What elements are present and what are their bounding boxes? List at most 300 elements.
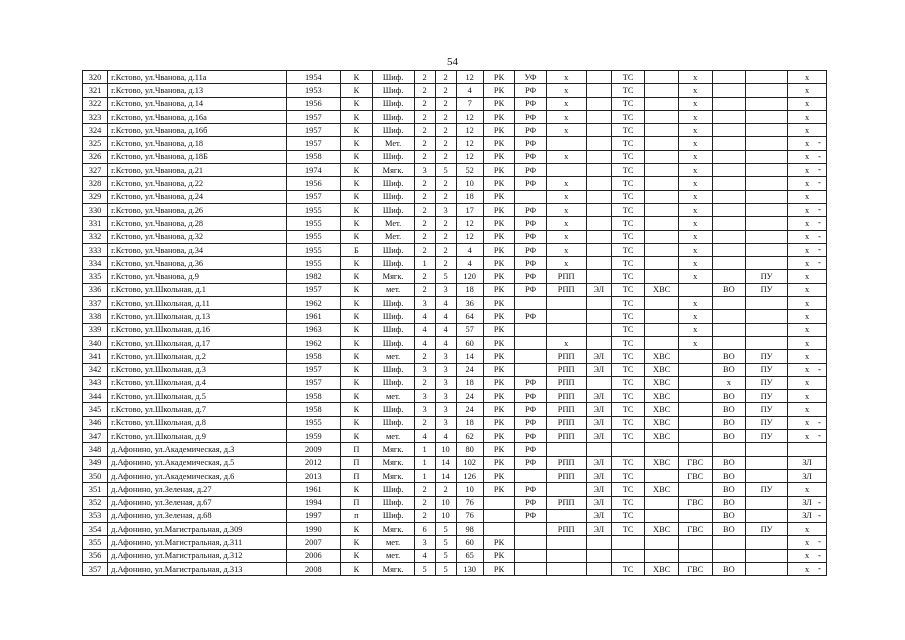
cell-col-vo bbox=[712, 203, 746, 216]
cell-row-number: 350 bbox=[83, 469, 108, 482]
cell-year: 1957 bbox=[286, 137, 341, 150]
cell-col-vo bbox=[712, 97, 746, 110]
cell-col-rpp bbox=[546, 443, 586, 456]
cell-col-el bbox=[586, 71, 611, 84]
cell-roof-type: Шиф. bbox=[372, 110, 414, 123]
cell-roof-type: Мет. bbox=[372, 137, 414, 150]
cell-roof-type: Мягк. bbox=[372, 270, 414, 283]
cell-col-vo bbox=[712, 217, 746, 230]
cell-col-ts: ТС bbox=[611, 323, 645, 336]
cell-wall-material: П bbox=[341, 496, 372, 509]
cell-row-number: 321 bbox=[83, 84, 108, 97]
cell-col-gvs: х bbox=[678, 110, 712, 123]
table-row bbox=[83, 350, 827, 363]
cell-wall-material: К bbox=[341, 270, 372, 283]
cell-col-last: ЗЛ bbox=[788, 469, 827, 482]
cell-col-gvs: ГВС bbox=[678, 523, 712, 536]
cell-col-last: х bbox=[788, 536, 827, 549]
cell-col-last: х bbox=[788, 230, 827, 243]
cell-col-last: х bbox=[788, 84, 827, 97]
cell-col-rk: РК bbox=[483, 177, 514, 190]
cell-address: д.Афонино, ул.Зеленая, д.27 bbox=[108, 483, 286, 496]
cell-col-el bbox=[586, 177, 611, 190]
side-dash-mark: - bbox=[818, 244, 821, 254]
cell-col-ts: ТС bbox=[611, 217, 645, 230]
cell-address: г.Кстово, ул.Школьная, д.11 bbox=[108, 297, 286, 310]
cell-year: 1962 bbox=[286, 336, 341, 349]
cell-address: г.Кстово, ул.Чванова, д.26 bbox=[108, 203, 286, 216]
cell-col-el bbox=[586, 84, 611, 97]
cell-col-rk: РК bbox=[483, 416, 514, 429]
cell-floors-a: 2 bbox=[414, 243, 435, 256]
cell-col-hvs bbox=[645, 549, 679, 562]
cell-address: г.Кстово, ул.Чванова, д.21 bbox=[108, 164, 286, 177]
cell-col-last: х bbox=[788, 416, 827, 429]
cell-row-number: 337 bbox=[83, 297, 108, 310]
cell-wall-material: К bbox=[341, 350, 372, 363]
cell-apartments: 98 bbox=[456, 523, 483, 536]
cell-floors-b: 2 bbox=[435, 124, 456, 137]
cell-col-rpp bbox=[546, 323, 586, 336]
cell-col-ts: ТС bbox=[611, 430, 645, 443]
cell-col-vo: ВО bbox=[712, 430, 746, 443]
cell-col-rpp: х bbox=[546, 230, 586, 243]
cell-col-rpp: РПП bbox=[546, 363, 586, 376]
cell-apartments: 12 bbox=[456, 137, 483, 150]
cell-col-vo bbox=[712, 71, 746, 84]
cell-wall-material: К bbox=[341, 164, 372, 177]
cell-col-vo bbox=[712, 310, 746, 323]
cell-col-pu bbox=[746, 230, 788, 243]
cell-floors-b: 3 bbox=[435, 376, 456, 389]
cell-col-vo: ВО bbox=[712, 509, 746, 522]
cell-wall-material: К bbox=[341, 549, 372, 562]
cell-roof-type: Мягк. bbox=[372, 523, 414, 536]
cell-floors-b: 4 bbox=[435, 323, 456, 336]
cell-col-gvs bbox=[678, 283, 712, 296]
cell-col-last: х bbox=[788, 297, 827, 310]
cell-floors-a: 2 bbox=[414, 509, 435, 522]
table-row bbox=[83, 230, 827, 243]
side-dash-mark: - bbox=[818, 177, 821, 187]
cell-address: г.Кстово, ул.Школьная, д.4 bbox=[108, 376, 286, 389]
cell-row-number: 343 bbox=[83, 376, 108, 389]
cell-col-pu bbox=[746, 164, 788, 177]
cell-apartments: 18 bbox=[456, 376, 483, 389]
cell-row-number: 342 bbox=[83, 363, 108, 376]
cell-floors-a: 2 bbox=[414, 230, 435, 243]
cell-roof-type: мет. bbox=[372, 549, 414, 562]
cell-col-ts: ТС bbox=[611, 509, 645, 522]
cell-apartments: 65 bbox=[456, 549, 483, 562]
cell-col-rk: РК bbox=[483, 430, 514, 443]
cell-floors-a: 2 bbox=[414, 483, 435, 496]
cell-floors-b: 14 bbox=[435, 456, 456, 469]
cell-apartments: 57 bbox=[456, 323, 483, 336]
cell-col-rf: РФ bbox=[515, 243, 546, 256]
cell-floors-b: 2 bbox=[435, 177, 456, 190]
cell-address: г.Кстово, ул.Чванова, д.34 bbox=[108, 243, 286, 256]
cell-col-vo: х bbox=[712, 376, 746, 389]
cell-col-el bbox=[586, 549, 611, 562]
cell-apartments: 4 bbox=[456, 243, 483, 256]
cell-col-vo: ВО bbox=[712, 416, 746, 429]
cell-col-ts: ТС bbox=[611, 137, 645, 150]
cell-year: 1954 bbox=[286, 71, 341, 84]
cell-col-rf: РФ bbox=[515, 257, 546, 270]
cell-col-rf: РФ bbox=[515, 390, 546, 403]
cell-col-pu bbox=[746, 469, 788, 482]
cell-col-last: х bbox=[788, 177, 827, 190]
cell-col-rf: РФ bbox=[515, 164, 546, 177]
cell-col-last: х bbox=[788, 523, 827, 536]
cell-col-vo bbox=[712, 124, 746, 137]
cell-wall-material: К bbox=[341, 390, 372, 403]
cell-col-gvs: х bbox=[678, 97, 712, 110]
cell-col-gvs bbox=[678, 390, 712, 403]
cell-col-pu bbox=[746, 110, 788, 123]
cell-col-rk: РК bbox=[483, 71, 514, 84]
cell-address: г.Кстово, ул.Школьная, д.16 bbox=[108, 323, 286, 336]
cell-col-hvs bbox=[645, 190, 679, 203]
cell-row-number: 347 bbox=[83, 430, 108, 443]
cell-col-rpp bbox=[546, 549, 586, 562]
cell-col-rk: РК bbox=[483, 124, 514, 137]
cell-row-number: 349 bbox=[83, 456, 108, 469]
cell-col-hvs bbox=[645, 536, 679, 549]
cell-col-pu bbox=[746, 217, 788, 230]
cell-col-hvs bbox=[645, 230, 679, 243]
cell-col-rk: РК bbox=[483, 230, 514, 243]
cell-floors-b: 3 bbox=[435, 363, 456, 376]
cell-address: г.Кстово, ул.Школьная, д.13 bbox=[108, 310, 286, 323]
cell-roof-type: Шиф. bbox=[372, 190, 414, 203]
cell-col-rf: РФ bbox=[515, 283, 546, 296]
cell-floors-b: 2 bbox=[435, 97, 456, 110]
cell-col-vo bbox=[712, 230, 746, 243]
cell-apartments: 12 bbox=[456, 110, 483, 123]
cell-roof-type: Шиф. bbox=[372, 483, 414, 496]
cell-floors-a: 2 bbox=[414, 270, 435, 283]
cell-col-ts: ТС bbox=[611, 110, 645, 123]
cell-apartments: 12 bbox=[456, 230, 483, 243]
cell-col-rk bbox=[483, 509, 514, 522]
table-row bbox=[83, 137, 827, 150]
cell-col-rpp: РПП bbox=[546, 376, 586, 389]
cell-col-vo bbox=[712, 297, 746, 310]
cell-wall-material: П bbox=[341, 469, 372, 482]
cell-row-number: 320 bbox=[83, 71, 108, 84]
cell-col-gvs: х bbox=[678, 270, 712, 283]
cell-col-hvs bbox=[645, 150, 679, 163]
cell-col-el bbox=[586, 164, 611, 177]
cell-col-hvs bbox=[645, 336, 679, 349]
cell-roof-type: Шиф. bbox=[372, 310, 414, 323]
cell-col-rk: РК bbox=[483, 190, 514, 203]
cell-col-vo: ВО bbox=[712, 456, 746, 469]
side-dash-mark: - bbox=[818, 497, 821, 507]
cell-address: г.Кстово, ул.Чванова, д.18 bbox=[108, 137, 286, 150]
cell-col-ts: ТС bbox=[611, 203, 645, 216]
cell-wall-material: К bbox=[341, 217, 372, 230]
cell-col-rf bbox=[515, 523, 546, 536]
cell-year: 1955 bbox=[286, 203, 341, 216]
cell-apartments: 60 bbox=[456, 536, 483, 549]
cell-year: 1957 bbox=[286, 190, 341, 203]
cell-col-last: х bbox=[788, 310, 827, 323]
cell-col-pu: ПУ bbox=[746, 403, 788, 416]
cell-col-gvs: х bbox=[678, 190, 712, 203]
cell-roof-type: мет. bbox=[372, 430, 414, 443]
cell-col-last: х bbox=[788, 124, 827, 137]
cell-col-gvs: х bbox=[678, 71, 712, 84]
cell-floors-a: 4 bbox=[414, 336, 435, 349]
cell-floors-b: 2 bbox=[435, 483, 456, 496]
cell-col-rpp: РПП bbox=[546, 350, 586, 363]
cell-col-el bbox=[586, 336, 611, 349]
cell-roof-type: Мягк. bbox=[372, 469, 414, 482]
cell-col-rpp: РПП bbox=[546, 469, 586, 482]
cell-floors-a: 3 bbox=[414, 297, 435, 310]
cell-col-vo bbox=[712, 177, 746, 190]
cell-col-rf bbox=[515, 323, 546, 336]
cell-roof-type: Мягк. bbox=[372, 443, 414, 456]
cell-col-gvs bbox=[678, 350, 712, 363]
cell-col-rpp: РПП bbox=[546, 270, 586, 283]
cell-address: г.Кстово, ул.Школьная, д.2 bbox=[108, 350, 286, 363]
cell-roof-type: Шиф. bbox=[372, 71, 414, 84]
table-row bbox=[83, 323, 827, 336]
cell-col-pu: ПУ bbox=[746, 483, 788, 496]
cell-col-rk: РК bbox=[483, 483, 514, 496]
cell-roof-type: Мягк. bbox=[372, 164, 414, 177]
cell-year: 1957 bbox=[286, 363, 341, 376]
cell-col-vo: ВО bbox=[712, 403, 746, 416]
cell-col-hvs: ХВС bbox=[645, 562, 679, 575]
cell-col-last: х bbox=[788, 336, 827, 349]
table-row bbox=[83, 190, 827, 203]
cell-col-last: х bbox=[788, 283, 827, 296]
cell-col-el bbox=[586, 150, 611, 163]
cell-col-rpp bbox=[546, 483, 586, 496]
cell-address: д.Афонино, ул.Магистральная, д.313 bbox=[108, 562, 286, 575]
cell-col-gvs: х bbox=[678, 164, 712, 177]
side-dash-mark: - bbox=[818, 430, 821, 440]
cell-address: г.Кстово, ул.Чванова, д.18Б bbox=[108, 150, 286, 163]
cell-col-pu bbox=[746, 190, 788, 203]
cell-col-ts: ТС bbox=[611, 190, 645, 203]
cell-col-el bbox=[586, 243, 611, 256]
cell-year: 1955 bbox=[286, 416, 341, 429]
cell-col-last: х bbox=[788, 190, 827, 203]
cell-wall-material: К bbox=[341, 523, 372, 536]
cell-col-rf: РФ bbox=[515, 177, 546, 190]
table-row bbox=[83, 456, 827, 469]
cell-col-last: ЗЛ bbox=[788, 456, 827, 469]
cell-col-gvs: х bbox=[678, 177, 712, 190]
cell-col-vo bbox=[712, 150, 746, 163]
cell-apartments: 52 bbox=[456, 164, 483, 177]
cell-floors-b: 2 bbox=[435, 190, 456, 203]
cell-col-last: х bbox=[788, 71, 827, 84]
cell-col-rpp bbox=[546, 536, 586, 549]
cell-col-el: ЭЛ bbox=[586, 363, 611, 376]
cell-apartments: 12 bbox=[456, 217, 483, 230]
cell-col-gvs: х bbox=[678, 336, 712, 349]
cell-col-last: ЗЛ bbox=[788, 496, 827, 509]
cell-wall-material: Б bbox=[341, 243, 372, 256]
cell-col-rk: РК bbox=[483, 469, 514, 482]
cell-floors-a: 1 bbox=[414, 456, 435, 469]
cell-address: д.Афонино, ул.Магистральная, д.311 bbox=[108, 536, 286, 549]
cell-col-rf: РФ bbox=[515, 270, 546, 283]
cell-apartments: 14 bbox=[456, 350, 483, 363]
cell-row-number: 327 bbox=[83, 164, 108, 177]
cell-col-gvs: х bbox=[678, 84, 712, 97]
cell-roof-type: Шиф. bbox=[372, 203, 414, 216]
cell-col-ts: ТС bbox=[611, 376, 645, 389]
cell-address: д.Афонино, ул.Академическая, д.3 bbox=[108, 443, 286, 456]
cell-year: 1955 bbox=[286, 230, 341, 243]
cell-col-el: ЭЛ bbox=[586, 283, 611, 296]
cell-col-el: ЭЛ bbox=[586, 430, 611, 443]
cell-year: 2009 bbox=[286, 443, 341, 456]
cell-col-hvs: ХВС bbox=[645, 416, 679, 429]
cell-col-el bbox=[586, 230, 611, 243]
cell-col-pu bbox=[746, 297, 788, 310]
cell-col-rk: РК bbox=[483, 110, 514, 123]
cell-row-number: 324 bbox=[83, 124, 108, 137]
cell-col-gvs bbox=[678, 549, 712, 562]
cell-col-vo: ВО bbox=[712, 483, 746, 496]
table-row bbox=[83, 509, 827, 522]
table-row bbox=[83, 84, 827, 97]
cell-col-el: ЭЛ bbox=[586, 496, 611, 509]
cell-year: 1956 bbox=[286, 177, 341, 190]
cell-col-gvs bbox=[678, 416, 712, 429]
cell-wall-material: К bbox=[341, 283, 372, 296]
side-dash-mark: - bbox=[818, 510, 821, 520]
cell-col-ts: ТС bbox=[611, 562, 645, 575]
table-row bbox=[83, 496, 827, 509]
cell-col-rf bbox=[515, 350, 546, 363]
cell-apartments: 24 bbox=[456, 363, 483, 376]
cell-col-rpp: х bbox=[546, 257, 586, 270]
cell-col-el bbox=[586, 137, 611, 150]
cell-row-number: 330 bbox=[83, 203, 108, 216]
cell-col-last: х bbox=[788, 350, 827, 363]
cell-col-hvs bbox=[645, 71, 679, 84]
cell-col-vo bbox=[712, 257, 746, 270]
cell-col-ts bbox=[611, 443, 645, 456]
cell-col-pu bbox=[746, 509, 788, 522]
cell-row-number: 323 bbox=[83, 110, 108, 123]
cell-roof-type: Шиф. bbox=[372, 257, 414, 270]
cell-address: г.Кстово, ул.Чванова, д.32 bbox=[108, 230, 286, 243]
cell-wall-material: К bbox=[341, 562, 372, 575]
cell-roof-type: мет. bbox=[372, 390, 414, 403]
cell-col-ts: ТС bbox=[611, 403, 645, 416]
cell-col-el bbox=[586, 323, 611, 336]
cell-col-el bbox=[586, 310, 611, 323]
cell-col-rpp bbox=[546, 562, 586, 575]
cell-col-hvs bbox=[645, 469, 679, 482]
cell-address: г.Кстово, ул.Чванова, д.16б bbox=[108, 124, 286, 137]
cell-col-rf: РФ bbox=[515, 496, 546, 509]
cell-col-pu bbox=[746, 336, 788, 349]
cell-col-rf: РФ bbox=[515, 430, 546, 443]
cell-col-vo: ВО bbox=[712, 390, 746, 403]
cell-col-pu: ПУ bbox=[746, 390, 788, 403]
cell-col-ts: ТС bbox=[611, 84, 645, 97]
cell-floors-b: 4 bbox=[435, 430, 456, 443]
cell-col-gvs: ГВС bbox=[678, 496, 712, 509]
cell-col-last: х bbox=[788, 549, 827, 562]
cell-col-ts bbox=[611, 549, 645, 562]
cell-col-last: х bbox=[788, 270, 827, 283]
cell-address: г.Кстово, ул.Чванова, д.11а bbox=[108, 71, 286, 84]
cell-col-hvs: ХВС bbox=[645, 350, 679, 363]
cell-col-ts: ТС bbox=[611, 124, 645, 137]
cell-col-rf: РФ bbox=[515, 483, 546, 496]
cell-year: 1958 bbox=[286, 403, 341, 416]
cell-col-pu: ПУ bbox=[746, 350, 788, 363]
cell-apartments: 4 bbox=[456, 84, 483, 97]
cell-apartments: 18 bbox=[456, 190, 483, 203]
cell-col-el bbox=[586, 97, 611, 110]
cell-col-gvs: х bbox=[678, 137, 712, 150]
cell-col-rpp: х bbox=[546, 190, 586, 203]
cell-col-el bbox=[586, 376, 611, 389]
cell-floors-b: 2 bbox=[435, 71, 456, 84]
cell-year: 1982 bbox=[286, 270, 341, 283]
cell-floors-b: 5 bbox=[435, 164, 456, 177]
cell-floors-a: 3 bbox=[414, 363, 435, 376]
cell-roof-type: Шиф. bbox=[372, 297, 414, 310]
cell-floors-a: 3 bbox=[414, 164, 435, 177]
table-row bbox=[83, 177, 827, 190]
cell-floors-b: 3 bbox=[435, 390, 456, 403]
cell-col-rf bbox=[515, 336, 546, 349]
cell-col-ts: ТС bbox=[611, 164, 645, 177]
cell-col-rk: РК bbox=[483, 363, 514, 376]
cell-col-pu: ПУ bbox=[746, 523, 788, 536]
cell-col-pu: ПУ bbox=[746, 416, 788, 429]
cell-roof-type: Шиф. bbox=[372, 177, 414, 190]
cell-col-rk: РК bbox=[483, 283, 514, 296]
cell-year: 1990 bbox=[286, 523, 341, 536]
cell-address: д.Афонино, ул.Магистральная, д.309 bbox=[108, 523, 286, 536]
cell-floors-a: 2 bbox=[414, 190, 435, 203]
cell-col-rpp bbox=[546, 509, 586, 522]
cell-col-rf: УФ bbox=[515, 71, 546, 84]
cell-col-ts: ТС bbox=[611, 336, 645, 349]
cell-col-rpp: х bbox=[546, 217, 586, 230]
cell-col-hvs bbox=[645, 84, 679, 97]
cell-col-el bbox=[586, 190, 611, 203]
cell-col-rpp: х bbox=[546, 71, 586, 84]
cell-floors-b: 2 bbox=[435, 84, 456, 97]
cell-apartments: 60 bbox=[456, 336, 483, 349]
cell-address: д.Афонино, ул.Зеленая, д.67 bbox=[108, 496, 286, 509]
cell-wall-material: К bbox=[341, 150, 372, 163]
cell-col-gvs bbox=[678, 376, 712, 389]
cell-col-ts: ТС bbox=[611, 230, 645, 243]
cell-year: 1958 bbox=[286, 150, 341, 163]
cell-row-number: 332 bbox=[83, 230, 108, 243]
cell-col-last: х bbox=[788, 137, 827, 150]
table-row bbox=[83, 562, 827, 575]
